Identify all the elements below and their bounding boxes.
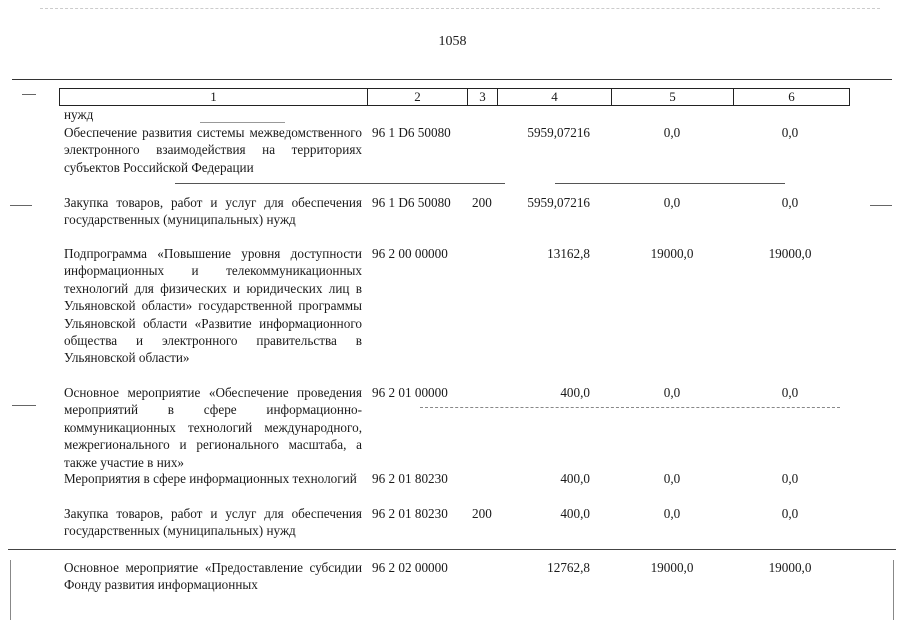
row-4-code: 96 2 01 00000	[372, 385, 448, 400]
row-0-name: нужд	[64, 107, 94, 122]
margin-mark	[12, 405, 36, 406]
page-number: 1058	[438, 34, 467, 49]
row-separator	[555, 183, 785, 184]
table-header	[59, 88, 850, 106]
row-2-code: 96 1 D6 50080	[372, 195, 451, 210]
margin-mark	[10, 560, 12, 620]
row-5-col6: 0,0	[781, 471, 799, 486]
row-7-code: 96 2 02 00000	[372, 560, 448, 575]
row-4-col4: 400,0	[560, 385, 590, 400]
row-separator	[420, 407, 840, 408]
row-2-name: Закупка товаров, работ и услуг для обеспечения государственных (муниципальных) нужд	[64, 195, 362, 228]
row-7-col5: 19000,0	[650, 560, 694, 575]
row-2-vr: 200	[472, 195, 492, 210]
top-dashed-line	[40, 8, 880, 9]
row-6-code: 96 2 01 80230	[372, 506, 448, 521]
row-separator	[175, 183, 505, 184]
row-4-col5: 0,0	[663, 385, 681, 400]
row-2-col5: 0,0	[663, 195, 681, 210]
header-col-3: 3	[468, 89, 498, 105]
row-1-col4: 5959,07216	[527, 125, 590, 140]
row-1-code: 96 1 D6 50080	[372, 125, 451, 140]
row-3-col4: 13162,8	[547, 246, 590, 261]
margin-mark	[893, 560, 895, 620]
row-separator	[200, 122, 285, 123]
row-5-col4: 400,0	[560, 471, 590, 486]
row-1-col5: 0,0	[663, 125, 681, 140]
row-6-vr: 200	[472, 506, 492, 521]
row-6-col6: 0,0	[781, 506, 799, 521]
row-7-col4: 12762,8	[547, 560, 590, 575]
top-rule	[12, 79, 892, 80]
row-1-name: Обеспечение развития системы межведомственного электронного взаимодействия на территориях субъектов Российской Федерации	[64, 125, 362, 175]
row-3-name: Подпрограмма «Повышение уровня доступности информационных и телекоммуникационных технологий для физических и юридических лиц в Ульяновской области» государственной программы Ульяновской области «Развитие информационного общества и электронного правительства в Ульяновской области»	[64, 246, 362, 366]
row-4-col6: 0,0	[781, 385, 799, 400]
margin-mark	[870, 205, 892, 206]
row-3-code: 96 2 00 00000	[372, 246, 448, 261]
row-6-col5: 0,0	[663, 506, 681, 521]
header-col-4: 4	[498, 89, 612, 105]
row-5-name: Мероприятия в сфере информационных технологий	[64, 471, 357, 486]
row-3-col5: 19000,0	[650, 246, 694, 261]
row-7-name: Основное мероприятие «Предоставление субсидии Фонду развития информационных	[64, 560, 362, 593]
row-2-col6: 0,0	[781, 195, 799, 210]
row-1-col6: 0,0	[781, 125, 799, 140]
row-2-col4: 5959,07216	[527, 195, 590, 210]
margin-mark	[10, 205, 32, 206]
row-7-col6: 19000,0	[768, 560, 812, 575]
margin-mark	[22, 94, 36, 95]
row-5-code: 96 2 01 80230	[372, 471, 448, 486]
row-3-col6: 19000,0	[768, 246, 812, 261]
header-col-1: 1	[60, 89, 368, 105]
page-break-rule	[8, 549, 896, 550]
row-6-col4: 400,0	[560, 506, 590, 521]
header-col-6: 6	[788, 89, 795, 104]
header-col-2: 2	[368, 89, 468, 105]
header-col-5: 5	[612, 89, 734, 105]
row-6-name: Закупка товаров, работ и услуг для обеспечения государственных (муниципальных) нужд	[64, 506, 362, 539]
row-4-name: Основное мероприятие «Обеспечение проведения мероприятий в сфере информационно-коммуникационных технологий международного, межрегионального и регионального масштаба, а также участие в них»	[64, 385, 362, 470]
row-5-col5: 0,0	[663, 471, 681, 486]
